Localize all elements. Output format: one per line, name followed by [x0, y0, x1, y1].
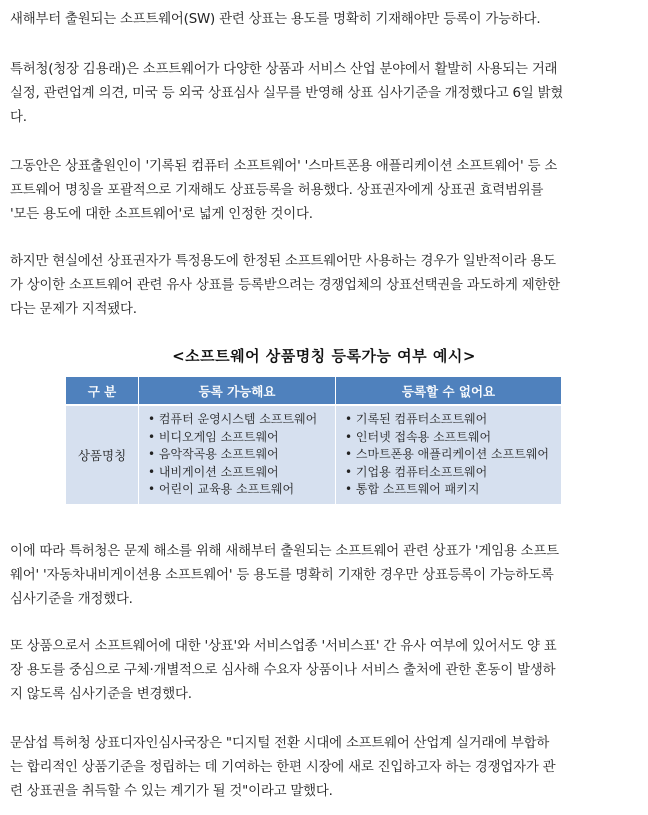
paragraph-revision [10, 540, 638, 612]
paragraph-background [10, 155, 638, 227]
paragraph-intro [10, 8, 638, 32]
paragraph-line: 새해부터 출원되는 소프트웨어(SW) 관련 상표는 용도를 명확히 기재해야만 등록이 가능하다. [10, 12, 541, 27]
paragraph-line: 실정, 관련업계 의견, 미국 등 외국 상표심사 실무를 반영해 상표 심사기준을 개정했다고 6일 밝혔 [10, 86, 564, 101]
paragraph-line: 다는 문제가 지적됐다. [10, 302, 137, 317]
paragraph-line: 심사기준을 개정했다. [10, 592, 133, 607]
paragraph-problem [10, 250, 638, 322]
paragraph-line: 가 상이한 소프트웨어 관련 유사 상표를 등록받으려는 경쟁업체의 상표선택권을 과도하게 제한한 [10, 278, 560, 293]
allowed-item: • 어린이 교육용 소프트웨어 [148, 482, 295, 496]
table-row [66, 405, 561, 504]
table-header-not-allowed: 등록할 수 없어요 [336, 377, 562, 405]
not-allowed-list [337, 407, 560, 503]
table-title: <소프트웨어 상품명칭 등록가능 여부 예시> [172, 347, 476, 365]
allowed-list [140, 407, 334, 503]
not-allowed-item: • 기업용 컴퓨터소프트웨어 [345, 464, 488, 479]
not-allowed-item: • 통합 소프트웨어 패키지 [345, 482, 480, 496]
not-allowed-item: • 인터넷 접속용 소프트웨어 [345, 429, 492, 444]
not-allowed-cell [336, 405, 562, 504]
table-row-label: 상품명칭 [66, 405, 139, 504]
table-header-category: 구 분 [66, 377, 139, 405]
allowed-item: • 컴퓨터 운영시스템 소프트웨어 [148, 412, 318, 426]
allowed-cell [139, 405, 336, 504]
paragraph-line: 장 용도를 중심으로 구체·개별적으로 심사해 수요자 상품이나 서비스 출처에 관한 혼동이 발생하 [10, 663, 556, 678]
paragraph-line: 그동안은 상표출원인이 '기록된 컴퓨터 소프트웨어' '스마트폰용 애플리케이션 소프트웨어' 등 소 [10, 159, 558, 174]
paragraph-line: 는 합리적인 상품기준을 정립하는 데 기여하는 한편 시장에 새로 진입하고자 하는 경쟁업자가 관 [10, 760, 556, 775]
paragraph-line: 특허청(청장 김용래)은 소프트웨어가 다양한 상품과 서비스 산업 분야에서 활발히 사용되는 거래 [10, 62, 558, 77]
paragraph-line: '모든 용도에 대한 소프트웨어'로 넓게 인정한 것이다. [10, 207, 313, 222]
paragraph-line: 련 상표권을 취득할 수 있는 계기가 될 것"이라고 말했다. [10, 784, 333, 799]
table-header-allowed: 등록 가능해요 [139, 377, 336, 405]
not-allowed-item: • 기록된 컴퓨터소프트웨어 [345, 412, 488, 426]
not-allowed-item: • 스마트폰용 애플리케이션 소프트웨어 [345, 447, 549, 461]
paragraph-line: 하지만 현실에선 상표권자가 특정용도에 한정된 소프트웨어만 사용하는 경우가 일반적이라 용도 [10, 254, 556, 269]
paragraph-quote [10, 732, 638, 804]
paragraph-line: 또 상품으로서 소프트웨어에 대한 '상표'와 서비스업종 '서비스표' 간 유사 여부에 있어서도 양 표 [10, 639, 557, 654]
paragraph-announcement [10, 58, 638, 130]
allowed-item: • 음악작곡용 소프트웨어 [148, 447, 279, 461]
paragraph-line: 다. [10, 110, 27, 125]
paragraph-line: 이에 따라 특허청은 문제 해소를 위해 새해부터 출원되는 소프트웨어 관련 상표가 '게임용 소프트 [10, 544, 559, 559]
paragraph-line: 문삼섭 특허청 상표디자인심사국장은 "디지털 전환 시대에 소프트웨어 산업계 실거래에 부합하 [10, 736, 550, 751]
paragraph-similarity [10, 635, 638, 707]
allowed-item: • 내비게이션 소프트웨어 [148, 464, 279, 479]
paragraph-line: 지 않도록 심사기준을 변경했다. [10, 687, 192, 702]
software-registration-table [66, 377, 561, 504]
paragraph-line: 웨어' '자동차내비게이션용 소프트웨어' 등 용도를 명확히 기재한 경우만 상표등록이 가능하도록 [10, 568, 554, 583]
allowed-item: • 비디오게임 소프트웨어 [148, 429, 279, 444]
table-header-row [66, 377, 561, 405]
paragraph-line: 프트웨어 명칭을 포괄적으로 기재해도 상표등록을 허용했다. 상표권자에게 상표권 효력범위를 [10, 183, 544, 198]
